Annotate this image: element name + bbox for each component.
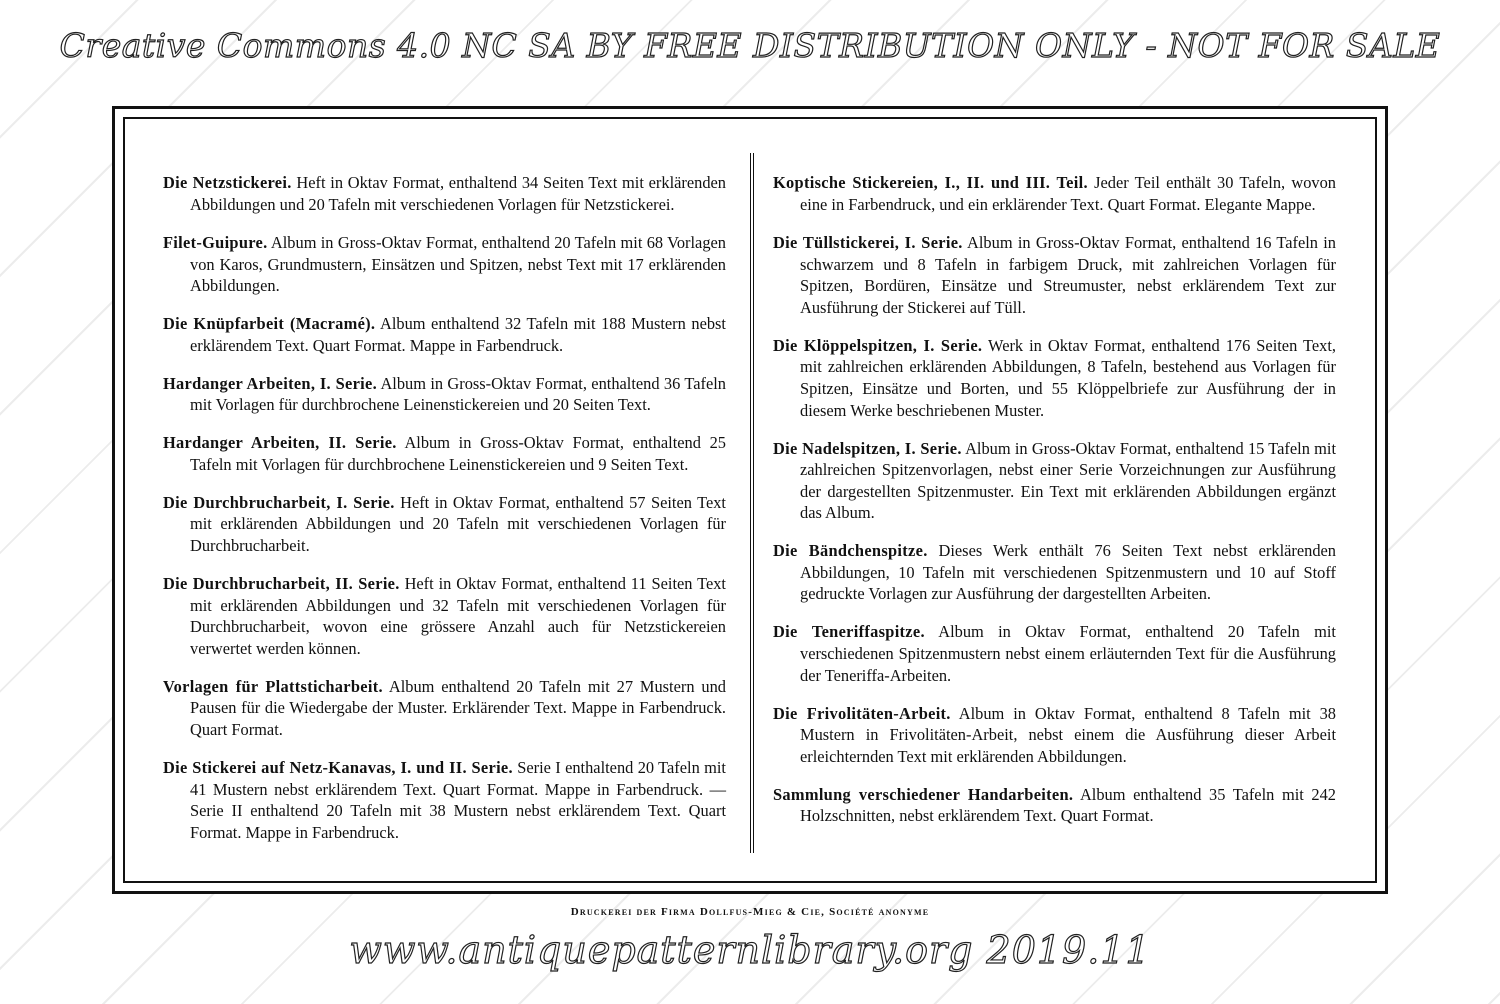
catalog-entry [773, 232, 1336, 318]
catalog-entry [163, 172, 726, 215]
catalog-entry [773, 621, 1336, 686]
entry-title: Die Durchbrucharbeit, II. Serie. [163, 574, 400, 594]
entry-title: Die Knüpfarbeit (Macramé). [163, 314, 376, 334]
entry-text: Heft in Oktav Format, enthaltend 11 Seiten Text mit erklärenden Abbildungen und 32 Tafeln mit verschiedenen Vorlagen für Durchbrucharbeit, wovon eine grössere Anzahl auch für Netzstickereien verwertet werden können. [190, 574, 726, 658]
printer-imprint: Druckerei der Firma Dollfus-Mieg & Cie, Société anonyme [570, 906, 930, 918]
column-divider [750, 153, 754, 853]
catalog-entry [773, 438, 1336, 524]
catalog-entry [163, 757, 726, 843]
entry-title: Die Frivolitäten-Arbeit. [773, 703, 951, 723]
entry-text: Jeder Teil enthält 30 Tafeln, wovon eine in Farbendruck, und ein erklärender Text. Quart Format. Elegante Mappe. [800, 173, 1336, 214]
catalog-entry [163, 313, 726, 356]
catalog-entry [163, 432, 726, 475]
entry-title: Die Durchbrucharbeit, I. Serie. [163, 492, 395, 512]
entry-text: Album enthaltend 20 Tafeln mit 27 Mustern und Pausen für die Wiedergabe der Muster. Erklärender Text. Mappe in Farbendruck. Quart Format. [190, 676, 726, 739]
entry-text: Album in Gross-Oktav Format, enthaltend 15 Tafeln mit zahlreichen Spitzenvorlagen, nebst einer Serie Vorzeichnungen zur Ausführung der dargestellten Spitzenmuster. Ein Text mit erklärenden Abbildungen ergänzt das Album. [800, 438, 1336, 523]
catalog-entry [163, 373, 726, 416]
entry-text: Album in Gross-Oktav Format, enthaltend 16 Tafeln in schwarzem und 8 Tafeln in farbigem Druck, mit zahlreichen Vorlagen für Spitzen, Bordüren, Einsätze und Streumuster, nebst erklärendem Text zur Ausführung der Stickerei auf Tüll. [800, 232, 1336, 317]
entry-text: Album enthaltend 32 Tafeln mit 188 Mustern nebst erklärendem Text. Quart Format. Mappe in Farbendruck. [190, 314, 726, 355]
entry-text: Album in Gross-Oktav Format, enthaltend 20 Tafeln mit 68 Vorlagen von Karos, Grundmustern, Einsätzen und Spitzen, nebst Text mit 17 erklärenden Abbildungen. [190, 232, 726, 296]
catalog-frame [112, 106, 1388, 894]
entry-title: Die Klöppelspitzen, I. Serie. [773, 335, 983, 355]
entry-title: Die Tüllstickerei, I. Serie. [773, 232, 963, 252]
catalog-entry [773, 784, 1336, 827]
entry-text: Album enthaltend 35 Tafeln mit 242 Holzschnitten, nebst erklärendem Text. Quart Format. [800, 784, 1336, 826]
footer-watermark: www.antiquepatternlibrary.org 2019.11 [349, 928, 1151, 972]
right-column [773, 156, 1336, 832]
catalog-entry [773, 335, 1336, 421]
catalog-entry [163, 492, 726, 557]
entry-text: Heft in Oktav Format, enthaltend 34 Seiten Text mit erklärenden Abbildungen und 20 Tafeln mit verschiedenen Vorlagen für Netzstickerei. [190, 173, 726, 214]
entry-title: Hardanger Arbeiten, II. Serie. [163, 433, 397, 453]
catalog-entry [163, 676, 726, 741]
entry-title: Vorlagen für Plattsticharbeit. [163, 676, 383, 696]
entry-text: Serie I enthaltend 20 Tafeln mit 41 Mustern nebst erklärendem Text. Quart Format. Mappe in Farbendruck. — Serie II enthaltend 20 Tafeln mit 38 Mustern nebst erklärendem Text. Quart Format. Mappe in Farbendruck. [190, 757, 726, 842]
entry-title: Die Bändchenspitze. [773, 541, 928, 561]
entry-title: Die Stickerei auf Netz-Kanavas, I. und II. Serie. [163, 757, 513, 777]
entry-text: Album in Gross-Oktav Format, enthaltend 36 Tafeln mit Vorlagen für durchbrochene Leinenstickereien und 20 Seiten Text. [190, 373, 726, 415]
entry-title: Hardanger Arbeiten, I. Serie. [163, 373, 377, 393]
header-watermark: Creative Commons 4.0 NC SA BY FREE DISTRIBUTION ONLY - NOT FOR SALE [59, 26, 1441, 65]
entry-title: Koptische Stickereien, I., II. und III. Teil. [773, 173, 1088, 193]
entry-text: Album in Oktav Format, enthaltend 20 Tafeln mit verschiedenen Spitzenmustern nebst einem erläuternden Text für die Ausführung der Teneriffa-Arbeiten. [800, 622, 1336, 685]
entry-text: Heft in Oktav Format, enthaltend 57 Seiten Text mit erklärenden Abbildungen und 20 Tafeln mit verschiedenen Vorlagen für Durchbrucharbeit. [190, 492, 726, 556]
entry-text: Dieses Werk enthält 76 Seiten Text nebst erklärenden Abbildungen, 10 Tafeln mit verschiedenen Spitzenmustern und 10 auf Stoff gedruckte Vorlagen zur Ausführung der dargestellten Arbeiten. [800, 541, 1336, 604]
entry-title: Die Netzstickerei. [163, 173, 292, 193]
entry-text: Werk in Oktav Format, enthaltend 176 Seiten Text, mit zahlreichen erklärenden Abbildungen, 8 Tafeln, bestehend aus Vorlagen für Spitzen, Einsätze und Borten, und 55 Klöppelbriefe zur Ausführung der in diesem Werke beschriebenen Muster. [800, 335, 1336, 420]
entry-text: Album in Gross-Oktav Format, enthaltend 25 Tafeln mit Vorlagen für durchbrochene Leinenstickereien und 9 Seiten Text. [190, 433, 727, 474]
catalog-entry [773, 172, 1336, 215]
left-column [163, 156, 726, 848]
catalog-entry [773, 703, 1336, 768]
catalog-entry [163, 232, 726, 297]
catalog-entry [773, 540, 1336, 605]
entry-title: Filet-Guipure. [163, 232, 268, 252]
catalog-inner-border [123, 117, 1377, 883]
entry-title: Die Nadelspitzen, I. Serie. [773, 438, 962, 458]
catalog-entry [163, 573, 726, 659]
entry-title: Die Teneriffaspitze. [773, 622, 925, 642]
entry-title: Sammlung verschiedener Handarbeiten. [773, 784, 1074, 804]
entry-text: Album in Oktav Format, enthaltend 8 Tafeln mit 38 Mustern in Frivolitäten-Arbeit, nebst einem die Ausführung dieser Arbeit erleichternden Text mit erklärenden Abbildungen. [800, 703, 1337, 766]
